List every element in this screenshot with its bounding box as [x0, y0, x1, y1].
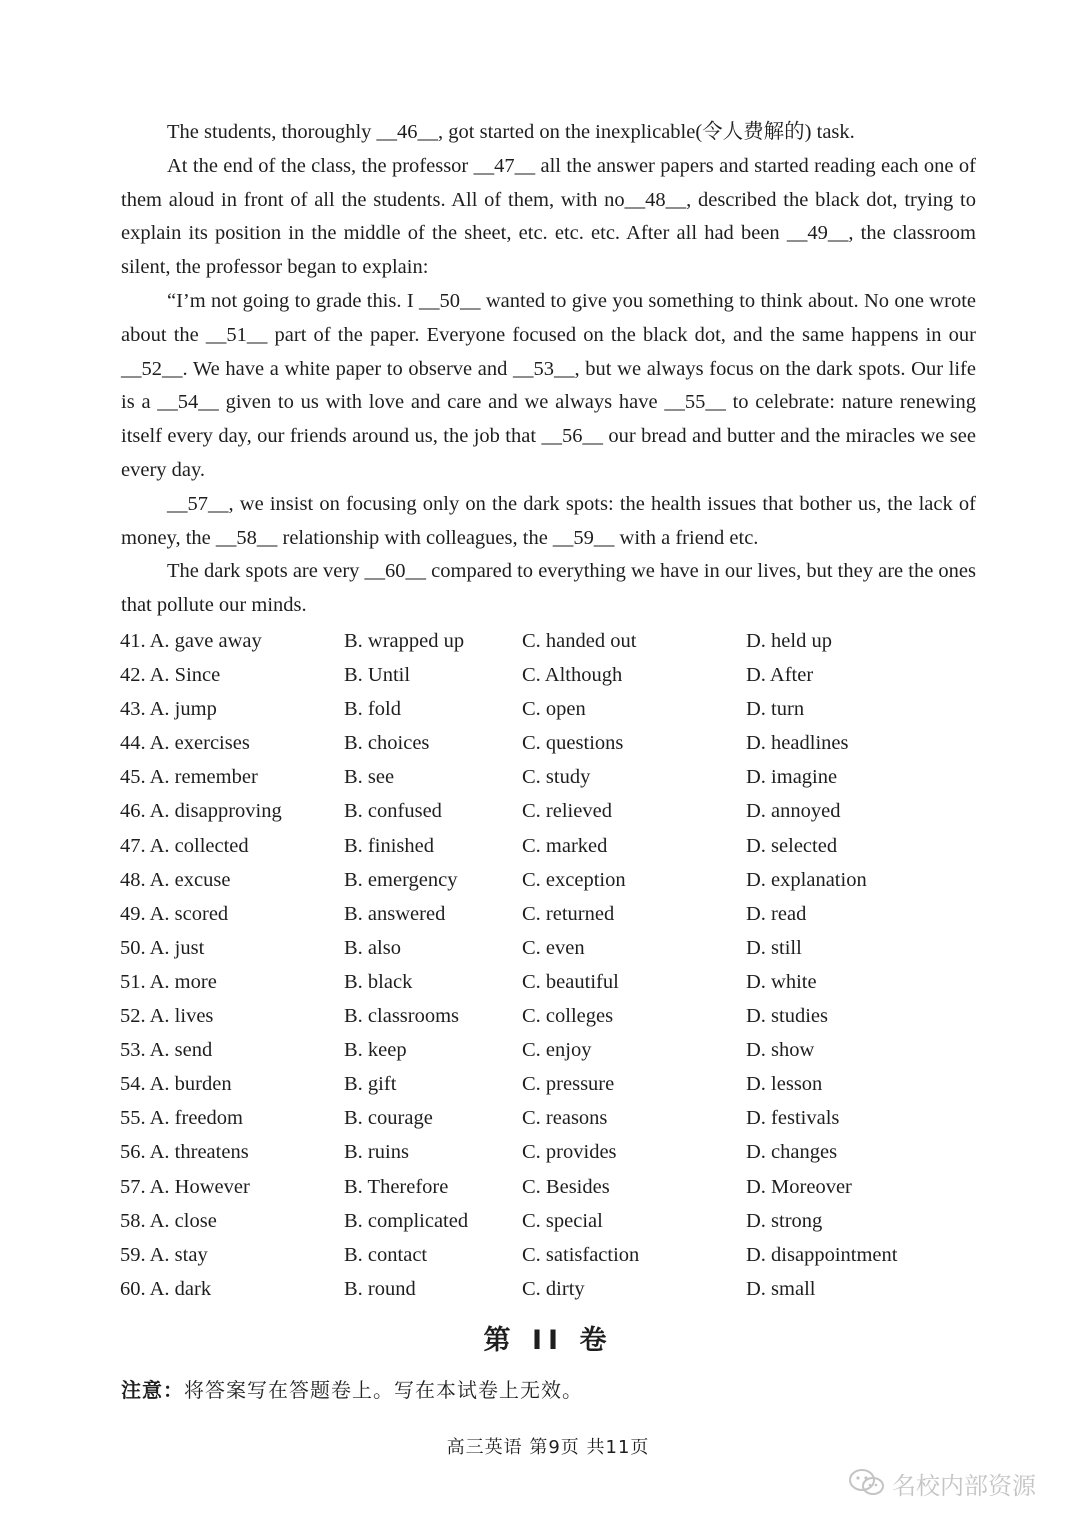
- option-d: D. small: [746, 1277, 816, 1300]
- option-d: D. selected: [746, 834, 838, 857]
- option-b: B. black: [344, 970, 413, 993]
- option-row: [120, 863, 980, 897]
- passage-paragraph: __57__, we insist on focusing only on the dark spots: the health issues that bother us, the lack of money, the __58__ relationship with colleagues, the __59__ with a friend etc.: [121, 492, 976, 549]
- option-c: C. exception: [522, 868, 626, 891]
- option-b: B. ruins: [344, 1141, 409, 1164]
- option-c: C. Besides: [522, 1175, 610, 1198]
- option-d: D. held up: [746, 630, 832, 652]
- option-a: 49. A. scored: [120, 902, 229, 925]
- option-d: D. explanation: [746, 868, 867, 891]
- option-row: [120, 1238, 980, 1272]
- option-b: B. classrooms: [344, 1005, 460, 1028]
- option-c: C. marked: [522, 834, 608, 857]
- option-b: B. confused: [344, 800, 442, 823]
- option-row: [120, 1170, 980, 1204]
- option-row: [120, 624, 980, 658]
- option-d: D. strong: [746, 1209, 823, 1232]
- option-b: B. wrapped up: [344, 630, 465, 652]
- option-d: D. still: [746, 936, 802, 959]
- option-d: D. annoyed: [746, 800, 841, 823]
- notice: [121, 1374, 583, 1403]
- option-d: D. festivals: [746, 1107, 840, 1130]
- option-b: B. fold: [344, 698, 401, 721]
- option-a: 56. A. threatens: [120, 1141, 249, 1164]
- wechat-icon: [848, 1468, 886, 1498]
- option-d: D. lesson: [746, 1073, 823, 1096]
- option-row: [120, 794, 980, 828]
- option-d: D. read: [746, 902, 807, 925]
- watermark: [848, 1466, 1036, 1500]
- option-a: 54. A. burden: [120, 1073, 232, 1096]
- option-c: C. provides: [522, 1141, 617, 1164]
- passage-paragraph: The students, thoroughly __46__, got started on the inexplicable(令人费解的) task.: [167, 121, 855, 143]
- option-a: 58. A. close: [120, 1209, 217, 1232]
- option-c: C. relieved: [522, 800, 612, 823]
- watermark-text: 名校内部资源: [892, 1471, 1036, 1500]
- option-d: D. disappointment: [746, 1243, 898, 1266]
- option-b: B. also: [344, 936, 401, 959]
- option-a: 52. A. lives: [120, 1005, 214, 1028]
- option-c: C. dirty: [522, 1277, 585, 1300]
- option-d: D. studies: [746, 1005, 828, 1028]
- option-a: 53. A. send: [120, 1039, 213, 1062]
- option-d: D. headlines: [746, 732, 849, 755]
- option-d: D. imagine: [746, 766, 838, 789]
- option-row: [120, 726, 980, 760]
- option-b: B. answered: [344, 902, 446, 925]
- option-b: B. gift: [344, 1073, 397, 1096]
- option-c: C. even: [522, 936, 585, 959]
- option-b: B. keep: [344, 1039, 407, 1062]
- option-row: [120, 658, 980, 692]
- option-a: 41. A. gave away: [120, 630, 262, 652]
- option-row: [120, 1272, 980, 1306]
- option-d: D. After: [746, 664, 814, 687]
- option-row: [120, 1204, 980, 1238]
- option-a: 45. A. remember: [120, 766, 258, 789]
- option-a: 43. A. jump: [120, 698, 217, 721]
- option-a: 51. A. more: [120, 970, 217, 993]
- option-b: B. contact: [344, 1243, 428, 1266]
- option-c: C. Although: [522, 664, 623, 687]
- notice-label: 注意：: [121, 1378, 184, 1402]
- option-a: 42. A. Since: [120, 664, 221, 687]
- option-d: D. changes: [746, 1141, 838, 1164]
- option-a: 55. A. freedom: [120, 1107, 243, 1130]
- option-row: [120, 999, 980, 1033]
- option-b: B. round: [344, 1277, 416, 1300]
- option-d: D. show: [746, 1039, 815, 1062]
- option-c: C. handed out: [522, 630, 637, 652]
- option-c: C. beautiful: [522, 970, 619, 993]
- passage-paragraph: “I’m not going to grade this. I __50__ wanted to give you something to think about. No one wrote about the __51__ part of the paper. Everyone focused on the black dot, and the same happens in our __52__. We have a white paper to observe and __53__, but we always focus on the dark spots. Our life is a __54__ given to us with love and care and we always have __55__ to celebrate: nature renewing itself every day, our friends around us, the job that __56__ our bread and butter and the miracles we see every day.: [121, 289, 976, 481]
- option-b: B. courage: [344, 1107, 433, 1130]
- option-b: B. emergency: [344, 868, 458, 891]
- option-d: D. turn: [746, 698, 805, 721]
- option-a: 60. A. dark: [120, 1277, 212, 1300]
- option-row: [120, 897, 980, 931]
- option-a: 47. A. collected: [120, 834, 249, 857]
- cloze-passage: [121, 116, 976, 623]
- option-a: 44. A. exercises: [120, 732, 250, 755]
- option-row: [120, 1135, 980, 1169]
- option-row: [120, 1067, 980, 1101]
- option-a: 57. A. However: [120, 1175, 250, 1198]
- option-a: 59. A. stay: [120, 1243, 208, 1266]
- option-b: B. choices: [344, 732, 430, 755]
- section-title: 第 II 卷: [483, 1325, 613, 1356]
- passage-paragraph: The dark spots are very __60__ compared to everything we have in our lives, but they are the ones that pollute our minds.: [121, 560, 976, 617]
- option-b: B. see: [344, 766, 395, 789]
- option-d: D. Moreover: [746, 1175, 852, 1198]
- option-row: [120, 692, 980, 726]
- option-c: C. returned: [522, 902, 615, 925]
- option-row: [120, 931, 980, 965]
- answer-options-list: [120, 624, 980, 1306]
- option-d: D. white: [746, 970, 817, 993]
- page-footer: 高三英语 第9页 共11页: [446, 1437, 650, 1458]
- option-a: 46. A. disapproving: [120, 800, 282, 823]
- option-row: [120, 1033, 980, 1067]
- option-a: 48. A. excuse: [120, 868, 231, 891]
- option-c: C. study: [522, 766, 591, 789]
- notice-text: 将答案写在答题卷上。写在本试卷上无效。: [184, 1378, 583, 1402]
- option-a: 50. A. just: [120, 936, 205, 959]
- option-row: [120, 829, 980, 863]
- option-row: [120, 965, 980, 999]
- option-c: C. enjoy: [522, 1039, 592, 1062]
- option-c: C. colleges: [522, 1005, 614, 1028]
- option-b: B. finished: [344, 834, 434, 857]
- option-c: C. questions: [522, 732, 624, 755]
- option-row: [120, 760, 980, 794]
- option-b: B. Therefore: [344, 1175, 449, 1198]
- option-b: B. Until: [344, 664, 411, 687]
- option-c: C. special: [522, 1209, 603, 1232]
- option-c: C. reasons: [522, 1107, 608, 1130]
- option-c: C. satisfaction: [522, 1243, 640, 1266]
- option-b: B. complicated: [344, 1209, 469, 1232]
- passage-paragraph: At the end of the class, the professor __47__ all the answer papers and started reading each one of them aloud in front of all the students. All of them, with no__48__, described the black dot, trying to explain its position in the middle of the sheet, etc. etc. etc. After all had been __49__, the classroom silent, the professor began to explain:: [121, 154, 976, 279]
- option-c: C. pressure: [522, 1073, 615, 1096]
- option-c: C. open: [522, 698, 586, 721]
- option-row: [120, 1101, 980, 1135]
